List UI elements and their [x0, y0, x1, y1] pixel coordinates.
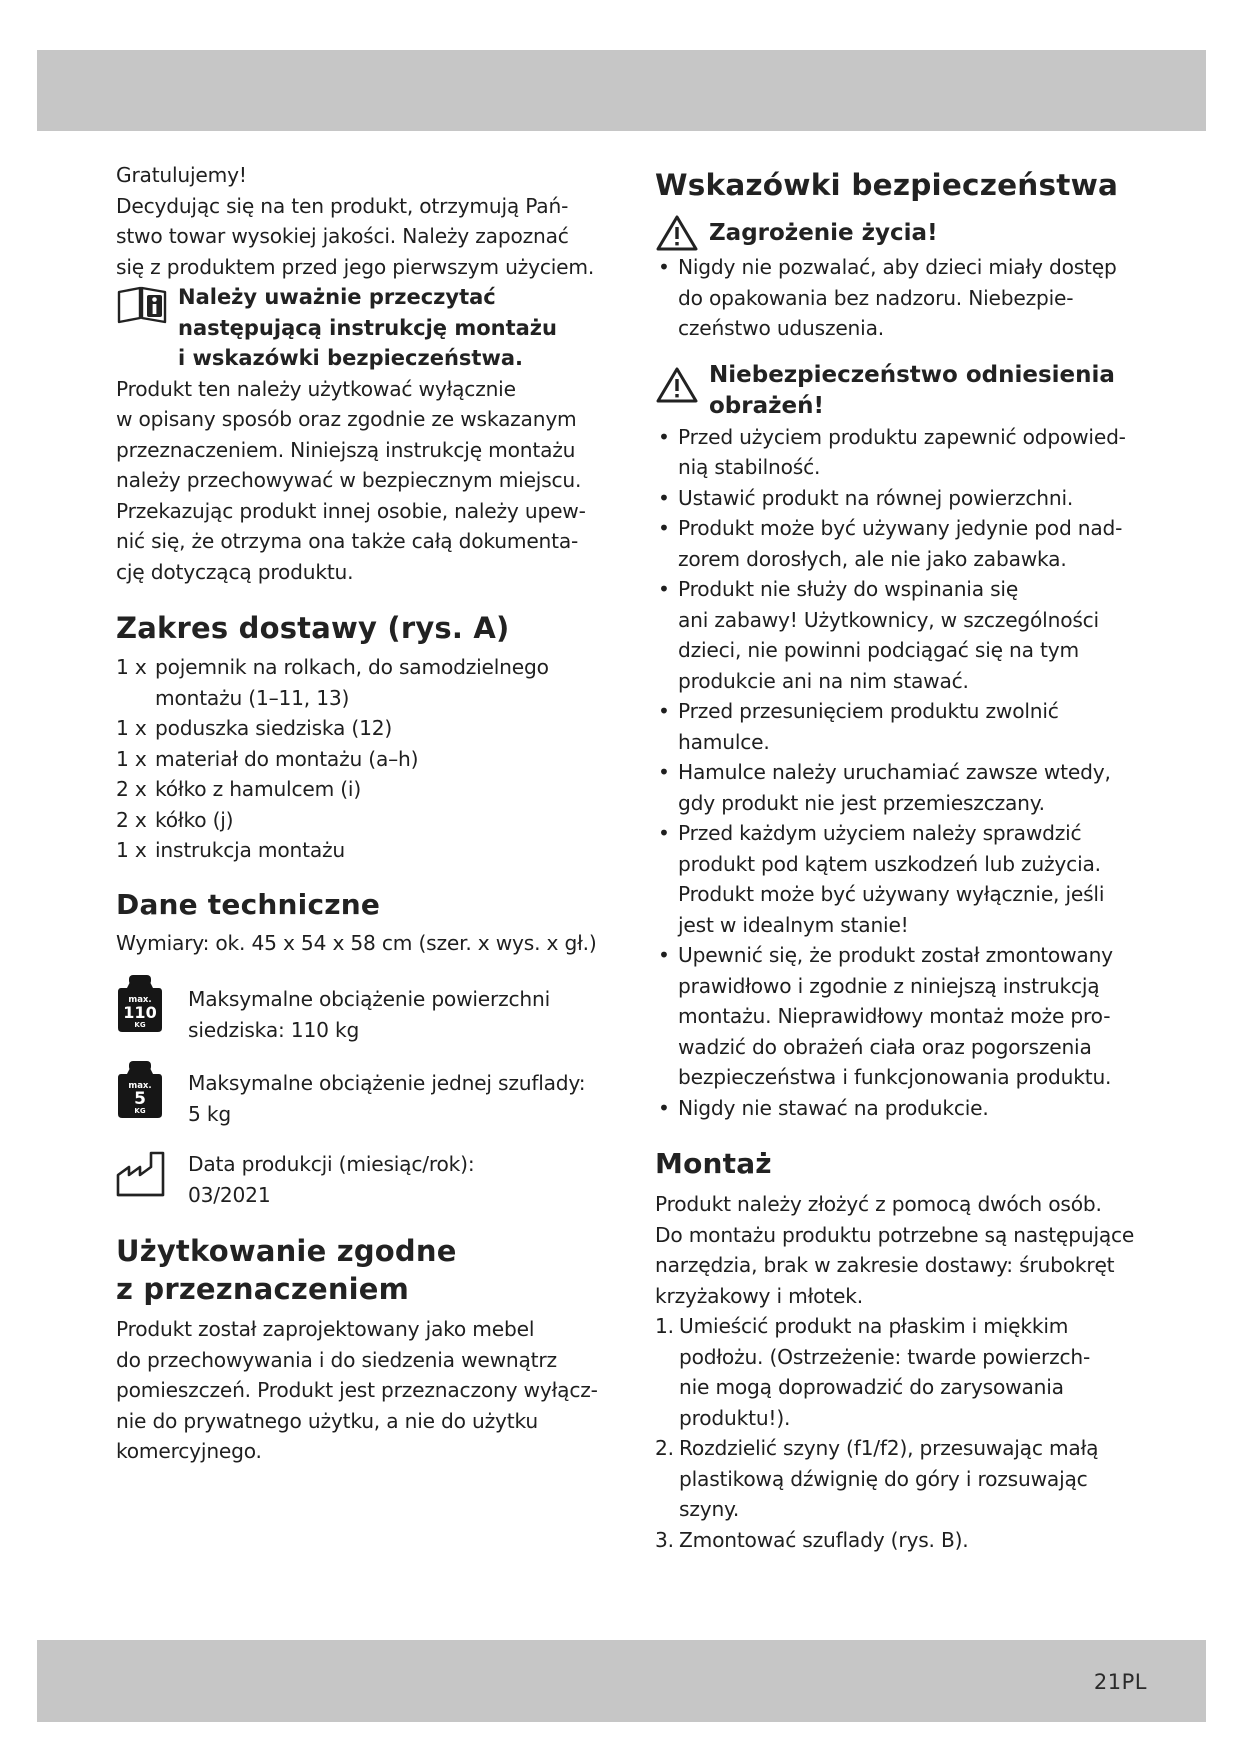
injury-item [655, 1093, 1135, 1124]
tech-heading: Dane techniczne [116, 887, 381, 921]
scope-text: materiał do montażu (a–h) [155, 746, 419, 771]
scope-text: kółko z hamulcem (i) [155, 777, 362, 801]
step-number: 2. [655, 1436, 674, 1460]
safety-heading: Wskazówki bezpieczeństwa [655, 168, 1119, 202]
intro-line: stwo towar wysokiej jakości. Należy zapoznać [116, 224, 569, 248]
dimensions-text: Wymiary: ok. 45 x 54 x 58 cm (szer. x wys. x gł.) [116, 930, 597, 955]
usage-line: należy przechowywać w bezpiecznym miejscu. [116, 468, 582, 492]
usage-line: przeznaczeniem. Niniejszą instrukcję montażu [116, 437, 576, 462]
spec-line: 03/2021 [188, 1182, 271, 1207]
item-line: • Hamulce należy uruchamiać zawsze wtedy, [678, 760, 1111, 784]
header-band [37, 50, 1206, 131]
danger-warning [655, 214, 1135, 252]
item-line: • Ustawić produkt na równej powierzchni. [678, 485, 1074, 510]
injury-warning [655, 360, 1135, 422]
usage-line: nić się, że otrzyma ona także całą dokumenta- [116, 529, 579, 553]
danger-item [655, 252, 1135, 344]
item-line: wadzić do obrażeń ciała oraz pogorszenia [678, 1034, 1092, 1059]
scope-item [116, 713, 606, 744]
item-line: • Przed każdym użyciem należy sprawdzić [678, 821, 1082, 845]
page-number: 21PL [1093, 1670, 1147, 1694]
scope-item [116, 744, 606, 775]
item-line: • Upewnić się, że produkt został zmontowany [678, 943, 1113, 967]
svg-text:KG: KG [134, 1021, 146, 1029]
item-line: ani zabawy! Użytkownicy, w szczególności [678, 607, 1099, 632]
spec-line: Maksymalne obciążenie powierzchni [188, 987, 551, 1011]
step-number: 3. [655, 1527, 674, 1552]
injury-item [655, 757, 1135, 818]
danger-title: Zagrożenie życia! [709, 220, 938, 246]
assembly-step [655, 1525, 1135, 1556]
item-line: jest w idealnym stanie! [678, 912, 909, 937]
step-line: Rozdzielić szyny (f1/f2), przesuwając małą [679, 1436, 1099, 1460]
notice-line: następującą instrukcję montażu [178, 315, 557, 340]
spec-seat-load [116, 972, 606, 1045]
danger-list [655, 252, 1135, 344]
intro-paragraph [116, 160, 606, 282]
svg-text:5: 5 [134, 1089, 146, 1109]
title-line: Niebezpieczeństwo odniesienia [709, 361, 1115, 388]
weight-5-icon [116, 1058, 188, 1124]
notice-line: i wskazówki bezpieczeństwa. [178, 346, 523, 370]
step-line: podłożu. (Ostrzeżenie: twarde powierzch- [679, 1344, 1091, 1369]
scope-qty: 2 x [116, 807, 147, 832]
intended-line: pomieszczeń. Produkt jest przeznaczony wyłącz- [116, 1378, 598, 1402]
item-line: nią stabilność. [678, 455, 821, 479]
step-line: Umieścić produkt na płaskim i miękkim [679, 1314, 1069, 1338]
notice-line: Należy uważnie przeczytać [178, 285, 496, 309]
injury-title [709, 360, 1115, 422]
assembly-heading: Montaż [655, 1147, 772, 1180]
injury-item [655, 696, 1135, 757]
item-line: gdy produkt nie jest przemieszczany. [678, 790, 1045, 815]
intended-use-heading [116, 1232, 606, 1308]
assembly-step [655, 1311, 1135, 1433]
scope-item [116, 774, 606, 805]
scope-qty: 1 x [116, 838, 147, 862]
assembly-intro [655, 1189, 1135, 1311]
spec-line: Maksymalne obciążenie jednej szuflady: [188, 1071, 586, 1095]
item-line: czeństwo uduszenia. [678, 316, 884, 340]
intended-line: nie do prywatnego użytku, a nie do użytku [116, 1408, 538, 1433]
weight-110-icon [116, 972, 188, 1038]
spec-line: siedziska: 110 kg [188, 1017, 360, 1042]
item-line: produkt pod kątem uszkodzeń lub zużycia. [678, 851, 1101, 876]
scope-text: kółko (j) [155, 807, 234, 832]
scope-list [116, 652, 606, 866]
item-line: zorem dorosłych, ale nie jako zabawka. [678, 546, 1067, 571]
injury-item [655, 422, 1135, 483]
spec-production-date [116, 1149, 606, 1210]
spec-line: 5 kg [188, 1101, 231, 1126]
assembly-step [655, 1433, 1135, 1525]
assembly-steps [655, 1311, 1135, 1555]
item-line: Produkt może być używany wyłącznie, jeśli [678, 882, 1105, 906]
intended-line: do przechowywania i do siedzenia wewnątrz [116, 1347, 557, 1372]
spec-line: Data produkcji (miesiąc/rok): [188, 1152, 475, 1176]
intro-line: się z produktem przed jego pierwszym użyciem. [116, 254, 595, 279]
scope-text: poduszka siedziska (12) [155, 716, 393, 740]
injury-item [655, 818, 1135, 940]
intro-line: Gratulujemy! [116, 163, 247, 187]
manual-info-icon [116, 286, 168, 330]
usage-line: w opisany sposób oraz zgodnie ze wskazanym [116, 407, 577, 431]
step-line: Zmontować szuflady (rys. B). [679, 1527, 969, 1552]
scope-qty: 1 x [116, 655, 147, 679]
scope-item [116, 652, 606, 713]
assembly-line: krzyżakowy i młotek. [655, 1283, 863, 1308]
assembly-line: Do montażu produktu potrzebne są następujące [655, 1222, 1135, 1247]
item-line: prawidłowo i zgodnie z niniejszą instrukcją [678, 973, 1100, 998]
item-line: do opakowania bez nadzoru. Niebezpie- [678, 285, 1074, 310]
step-line: plastikową dźwignię do góry i rozsuwając [679, 1466, 1088, 1491]
intended-line: Produkt został zaprojektowany jako mebel [116, 1317, 535, 1341]
intended-line: komercyjnego. [116, 1439, 262, 1463]
injury-list [655, 422, 1135, 1124]
read-instructions-notice [116, 282, 606, 374]
left-column [116, 160, 606, 1467]
scope-text: pojemnik na rolkach, do samodzielnego [155, 655, 549, 679]
usage-paragraph [116, 374, 606, 588]
item-line: • Nigdy nie stawać na produkcie. [678, 1095, 989, 1120]
injury-item [655, 483, 1135, 514]
svg-text:110: 110 [123, 1003, 157, 1022]
scope-item [116, 835, 606, 866]
item-line: hamulce. [678, 729, 770, 754]
scope-qty: 1 x [116, 716, 147, 740]
item-line: • Produkt może być używany jedynie pod nad- [678, 516, 1123, 540]
scope-heading: Zakres dostawy (rys. A) [116, 611, 510, 645]
warning-triangle-icon [655, 214, 699, 252]
item-line: dzieci, nie powinni podciągać się na tym [678, 638, 1079, 662]
step-line: produktu!). [679, 1405, 791, 1430]
right-column [655, 166, 1135, 1555]
item-line: • Produkt nie służy do wspinania się [678, 577, 1019, 601]
scope-text: montażu (1–11, 13) [155, 685, 350, 710]
usage-line: Przekazując produkt innej osobie, należy upew- [116, 498, 586, 523]
scope-qty: 2 x [116, 777, 147, 801]
item-line: montażu. Nieprawidłowy montaż może pro- [678, 1004, 1111, 1028]
footer-band [37, 1640, 1206, 1722]
factory-date-icon [116, 1149, 188, 1203]
usage-line: Produkt ten należy użytkować wyłącznie [116, 376, 516, 401]
scope-text: instrukcja montażu [155, 838, 346, 862]
assembly-line: narzędzia, brak w zakresie dostawy: śrubokręt [655, 1253, 1115, 1277]
svg-text:KG: KG [134, 1107, 146, 1115]
step-line: szyny. [679, 1497, 740, 1521]
injury-item [655, 513, 1135, 574]
item-line: produkcie ani na nim stawać. [678, 668, 969, 693]
item-line: bezpieczeństwa i funkcjonowania produktu. [678, 1065, 1112, 1089]
scope-qty: 1 x [116, 746, 147, 771]
intended-use-paragraph [116, 1314, 606, 1467]
usage-line: cję dotyczącą produktu. [116, 559, 354, 584]
scope-item [116, 805, 606, 836]
intro-line: Decydując się na ten produkt, otrzymują Pań- [116, 193, 569, 218]
injury-item [655, 940, 1135, 1093]
step-line: nie mogą doprowadzić do zarysowania [679, 1375, 1064, 1399]
warning-triangle-icon [655, 366, 699, 404]
heading-line: Użytkowanie zgodne [116, 1234, 457, 1268]
item-line: • Przed przesunięciem produktu zwolnić [678, 699, 1059, 723]
injury-item [655, 574, 1135, 696]
step-number: 1. [655, 1314, 674, 1338]
spec-drawer-load [116, 1058, 606, 1129]
item-line: • Nigdy nie pozwalać, aby dzieci miały dostęp [678, 255, 1117, 279]
heading-line: z przeznaczeniem [116, 1272, 410, 1306]
svg-text:max.: max. [128, 1081, 152, 1091]
assembly-line: Produkt należy złożyć z pomocą dwóch osób. [655, 1192, 1102, 1216]
svg-text:max.: max. [128, 995, 152, 1005]
item-line: • Przed użyciem produktu zapewnić odpowied- [678, 424, 1126, 449]
title-line: obrażeń! [709, 392, 824, 419]
